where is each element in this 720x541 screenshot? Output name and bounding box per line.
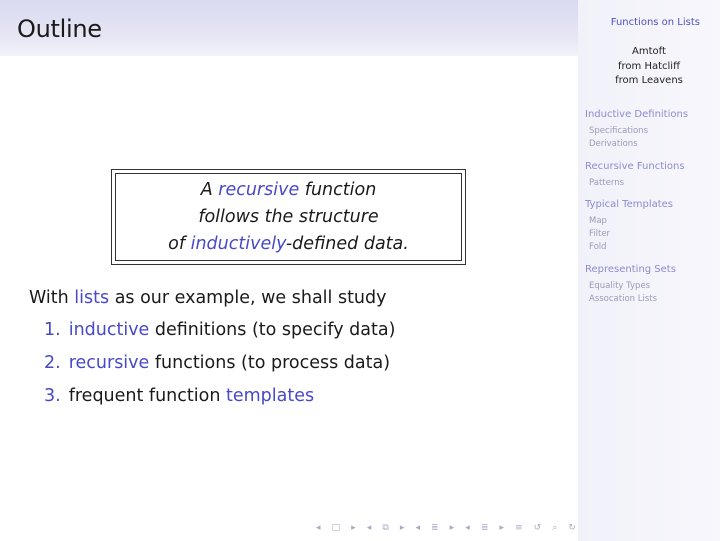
nav-part-prev-icon[interactable]: ◂	[465, 523, 470, 533]
nav-section-next-icon[interactable]: ▸	[449, 523, 455, 533]
list-item: 2. recursive functions (to process data)	[44, 353, 391, 373]
sidebar-section-recursive-functions[interactable]: Recursive Functions	[585, 161, 685, 172]
sidebar-subsection-equality-types[interactable]: Equality Types	[589, 281, 651, 291]
highlight-lists: lists	[74, 288, 110, 308]
nav-frame-prev-icon[interactable]: ◂	[316, 523, 321, 533]
sidebar-section-typical-templates[interactable]: Typical Templates	[585, 199, 674, 210]
sidebar-subsection-map[interactable]: Map	[589, 216, 607, 226]
nav-part-next-icon[interactable]: ▸	[499, 523, 504, 533]
list-item: 1. inductive definitions (to specify data)	[44, 320, 396, 340]
definition-line-1: A recursive function	[200, 179, 377, 200]
sidebar-subsection-fold[interactable]: Fold	[589, 242, 607, 252]
sidebar-author: from Hatcliff	[618, 61, 680, 72]
definition-box-inner	[115, 173, 462, 261]
nav-frame-next-icon[interactable]: ▸	[351, 523, 356, 533]
sidebar-section-representing-sets[interactable]: Representing Sets	[585, 264, 676, 275]
nav-back-icon[interactable]: ↺	[533, 523, 542, 533]
definition-line-2: follows the structure	[198, 206, 379, 227]
nav-part-icon[interactable]: ≣	[480, 523, 489, 533]
sidebar-subsection-patterns[interactable]: Patterns	[589, 178, 625, 188]
definition-line-3: of inductively-defined data.	[168, 233, 409, 254]
highlight-recursive: recursive	[218, 179, 300, 200]
nav-frame-icon[interactable]: □	[331, 523, 341, 533]
nav-align-icon[interactable]: ≡	[515, 523, 523, 533]
intro-text: With lists as our example, we shall study	[29, 288, 387, 308]
sidebar	[578, 0, 720, 541]
nav-search-icon[interactable]: ⌕	[552, 523, 558, 533]
nav-section-prev-icon[interactable]: ◂	[415, 523, 420, 533]
sidebar-author: from Leavens	[615, 75, 683, 86]
sidebar-author: Amtoft	[632, 46, 666, 57]
sidebar-title[interactable]: Functions on Lists	[610, 17, 700, 28]
sidebar-subsection-specifications[interactable]: Specifications	[589, 126, 649, 136]
nav-section-icon[interactable]: ≣	[431, 523, 439, 533]
nav-subsection-next-icon[interactable]: ▸	[399, 523, 405, 533]
sidebar-section-inductive-definitions[interactable]: Inductive Definitions	[585, 109, 689, 120]
nav-subsection-icon[interactable]: ⧉	[382, 523, 389, 533]
list-item: 3. frequent function templates	[44, 386, 315, 406]
beamer-navigation-bar	[316, 521, 576, 535]
sidebar-subsection-filter[interactable]: Filter	[589, 229, 611, 239]
sidebar-subsection-derivations[interactable]: Derivations	[589, 139, 638, 149]
slide-title: Outline	[17, 15, 102, 43]
sidebar-subsection-assocation-lists[interactable]: Assocation Lists	[589, 294, 658, 304]
nav-subsection-prev-icon[interactable]: ◂	[366, 523, 372, 533]
highlight-inductively: inductively	[190, 233, 286, 254]
nav-forward-icon[interactable]: ↻	[568, 523, 576, 533]
title-bar	[0, 0, 578, 56]
definition-box	[111, 169, 466, 265]
